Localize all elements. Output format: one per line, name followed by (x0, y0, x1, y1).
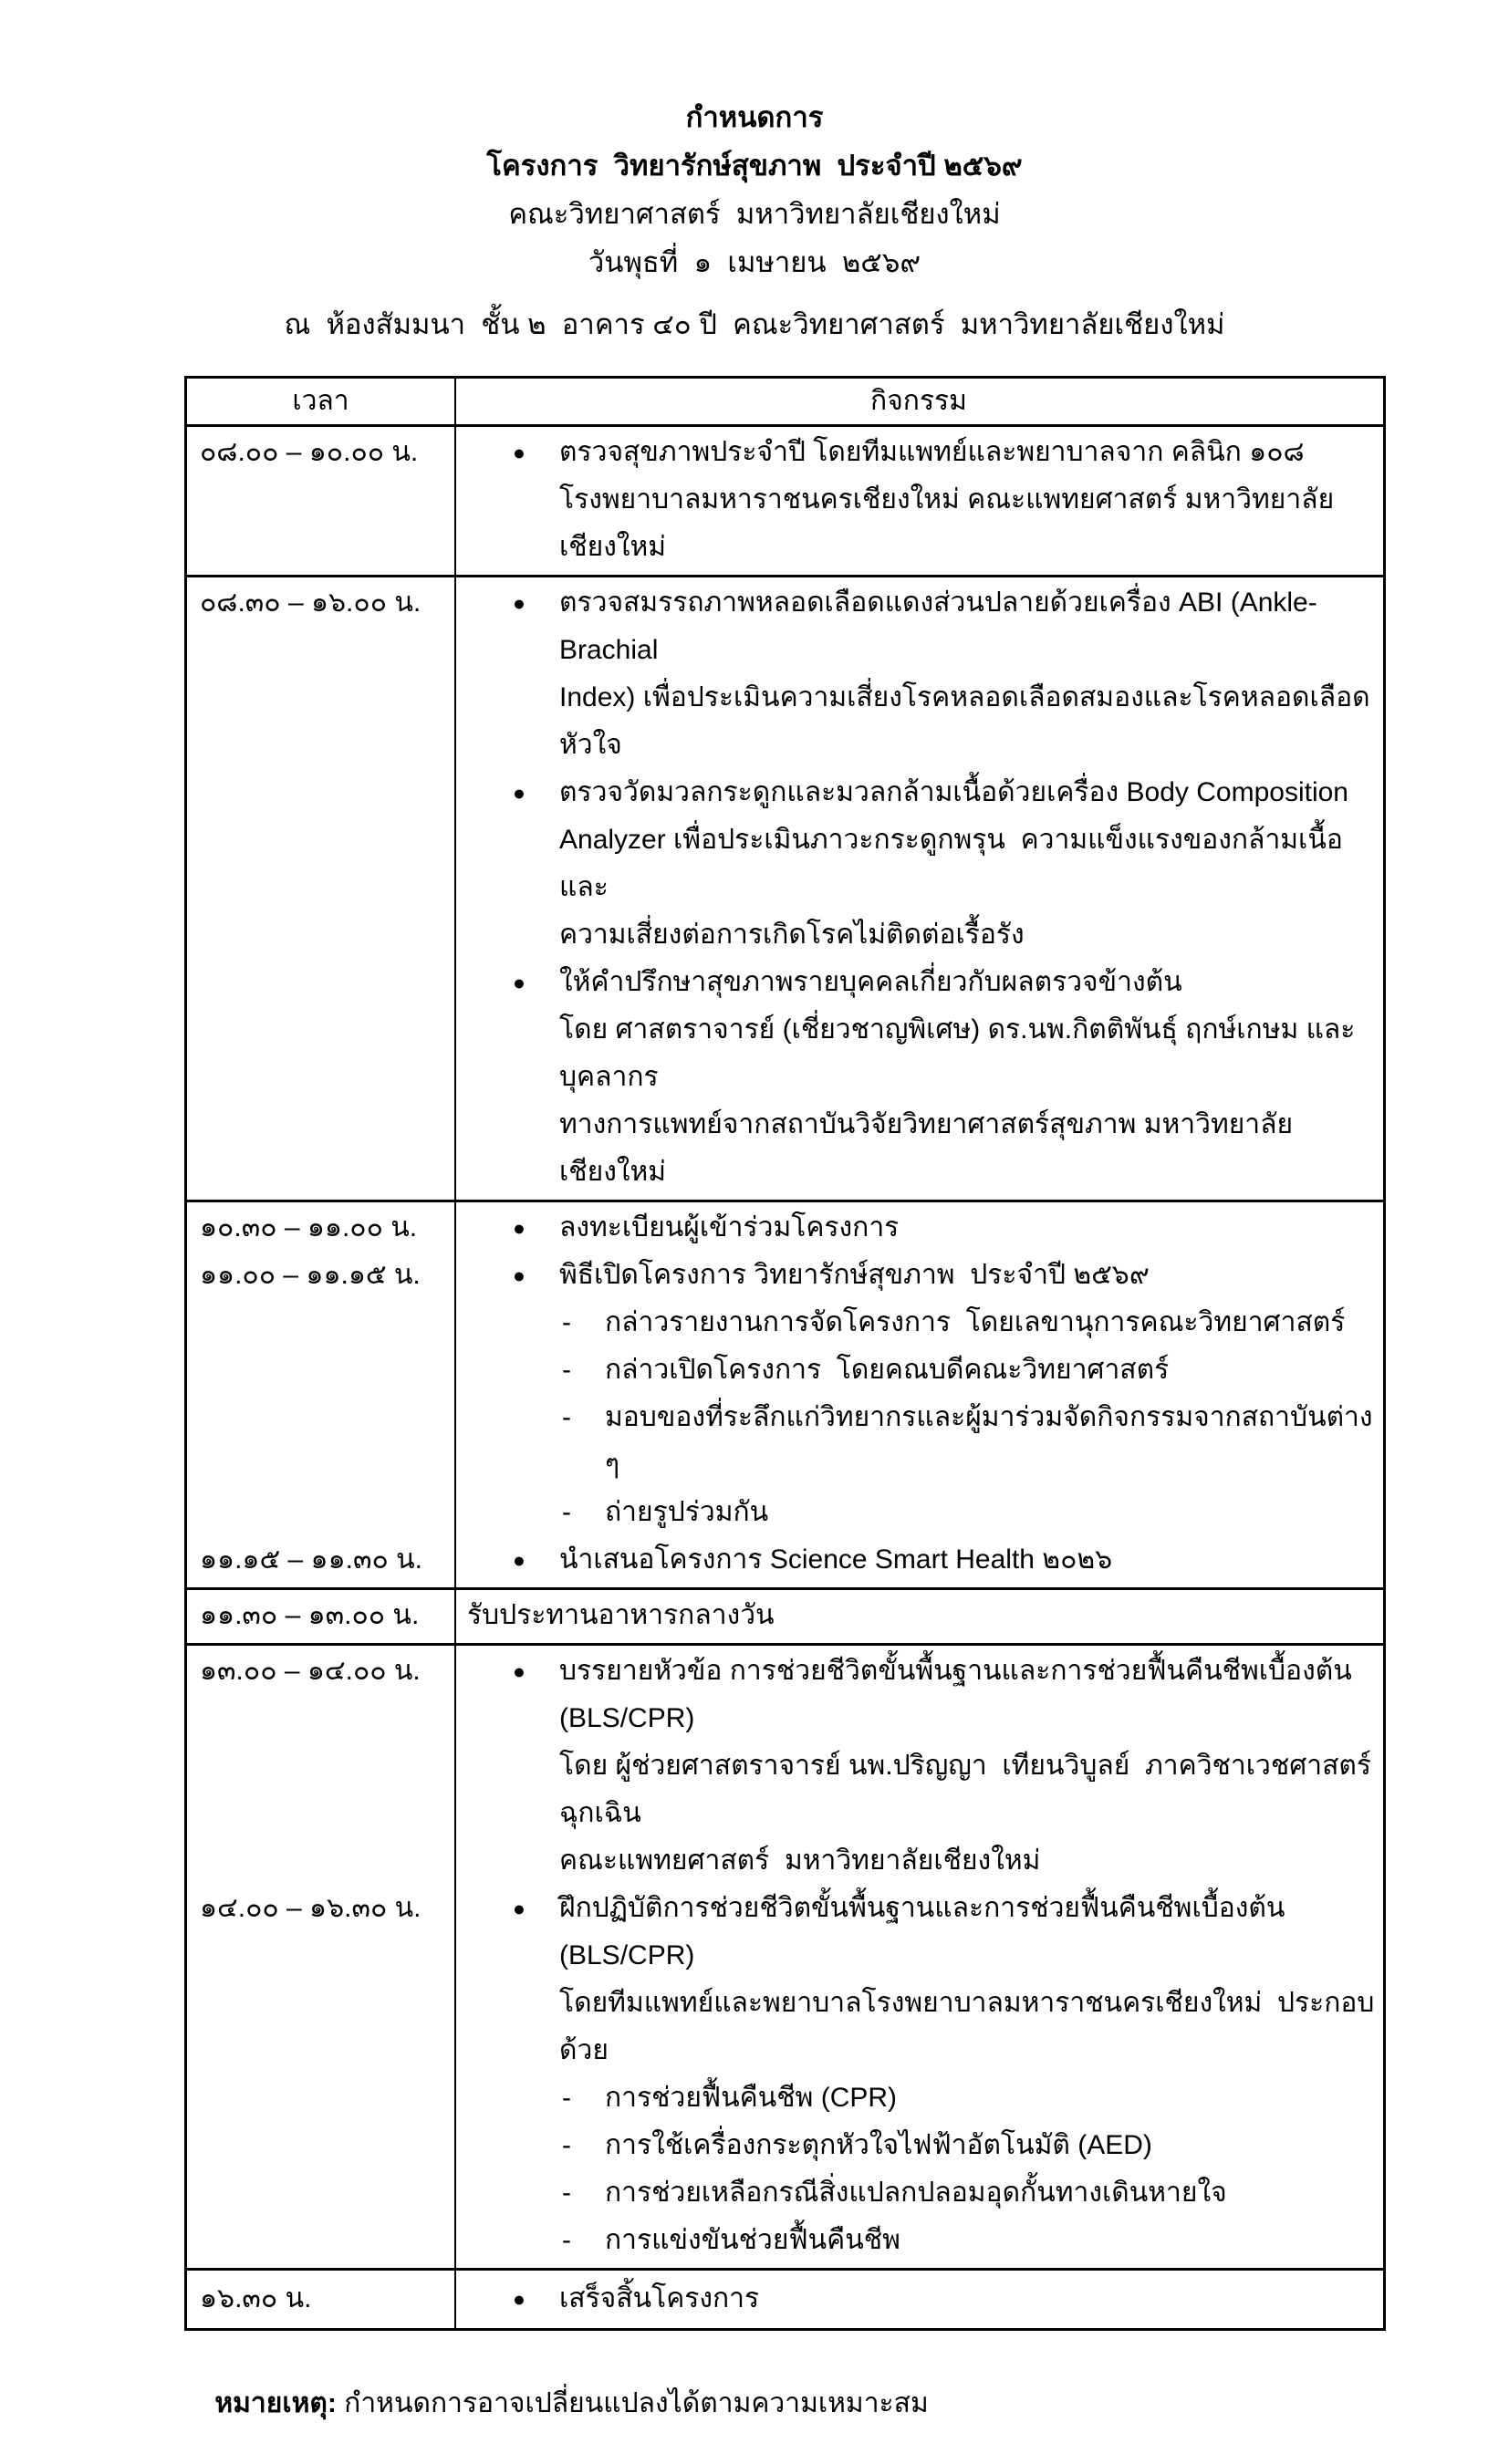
activity-item (454, 2169, 1383, 2217)
activity-line: ทางการแพทย์จากสถาบันวิจัยวิทยาศาสตร์สุขภาพ มหาวิทยาลัยเชียงใหม่ (559, 1109, 1294, 1187)
page-title: กำหนดการ (685, 101, 824, 133)
schedule-segment (187, 1592, 1383, 1639)
time-label: ๑๓.๐๐ – ๑๔.๐๐ น. (200, 1656, 421, 1686)
table-body (187, 427, 1383, 2328)
footnote-text: กำหนดการอาจเปลี่ยนแปลงได้ตามความเหมาะสม (336, 2388, 929, 2418)
venue-line: ณ ห้องสัมมนา ชั้น ๒ อาคาร ๔๐ ปี คณะวิทยาศาสตร์ มหาวิทยาลัยเชียงใหม่ (284, 308, 1225, 340)
activity-line: ตรวจวัดมวลกระดูกและมวลกล้ามเนื้อด้วยเครื่อง Body Composition (559, 777, 1348, 807)
col-header-time: เวลา (292, 386, 349, 416)
activity-line: การช่วยฟื้นคืนชีพ (CPR) (605, 2083, 898, 2113)
schedule-segment (187, 1252, 1383, 1536)
activity-line: (BLS/CPR) (559, 1703, 695, 1733)
activity-item (454, 2275, 1383, 2323)
time-label: ๑๖.๓๐ น. (200, 2283, 312, 2313)
activity-line: ถ่ายรูปร่วมกัน (605, 1497, 769, 1527)
date-line: วันพุธที่ ๑ เมษายน ๒๕๖๙ (588, 246, 921, 278)
bullet-icon: ● (513, 2287, 526, 2311)
time-label: ๑๑.๐๐ – ๑๑.๑๕ น. (200, 1260, 421, 1290)
dash-icon: - (562, 1355, 571, 1385)
activity-cell (454, 1648, 1383, 1885)
schedule-segment (187, 1885, 1383, 2264)
time-label: ๑๔.๐๐ – ๑๖.๓๐ น. (200, 1893, 421, 1923)
dash-icon: - (562, 1307, 571, 1337)
schedule-segment (187, 1204, 1383, 1252)
activity-line: บรรยายหัวข้อ การช่วยชีวิตขั้นพื้นฐานและการช่วยฟื้นคืนชีพเบื้องต้น (559, 1656, 1352, 1686)
activity-item (454, 959, 1383, 1196)
activity-line: ให้คำปรึกษาสุขภาพรายบุคคลเกี่ยวกับผลตรวจข้างต้น (559, 967, 1182, 997)
activity-item (454, 2217, 1383, 2264)
activity-item (454, 1346, 1383, 1394)
col-header-activity: กิจกรรม (870, 386, 967, 416)
dash-icon: - (562, 2130, 571, 2160)
schedule-segment (187, 579, 1383, 1196)
activity-line: การแข่งขันช่วยฟื้นคืนชีพ (605, 2225, 900, 2255)
bullet-icon: ● (513, 1659, 526, 1683)
bullet-icon: ● (513, 1548, 526, 1572)
activity-cell (454, 1252, 1383, 1536)
time-label: ๑๑.๑๕ – ๑๑.๓๐ น. (200, 1544, 422, 1575)
table-row (187, 577, 1383, 1202)
activity-item (454, 1885, 1383, 2074)
table-header-row (187, 379, 1383, 427)
activity-line: คณะแพทยศาสตร์ มหาวิทยาลัยเชียงใหม่ (559, 1845, 1041, 1876)
activity-line: รับประทานอาหารกลางวัน (467, 1600, 775, 1630)
bullet-icon: ● (513, 441, 526, 464)
activity-cell (454, 429, 1383, 571)
activity-item (454, 1592, 1383, 1639)
schedule-segment (187, 1536, 1383, 1584)
activity-line: พิธีเปิดโครงการ วิทยารักษ์สุขภาพ ประจำปี ๒๕๖๙ (559, 1260, 1150, 1290)
activity-line: โดย ผู้ช่วยศาสตราจารย์ นพ.ปริญญา เทียนวิบูลย์ ภาควิชาเวชศาสตร์ฉุกเฉิน (559, 1751, 1372, 1828)
dash-icon: - (562, 2178, 571, 2208)
bullet-icon: ● (513, 1216, 526, 1240)
activity-cell (454, 579, 1383, 1196)
dash-icon: - (562, 2083, 571, 2113)
activity-item (454, 1489, 1383, 1536)
activity-line: นำเสนอโครงการ Science Smart Health ๒๐๒๖ (559, 1544, 1113, 1575)
document-header (0, 0, 1509, 348)
activity-line: ความเสี่ยงต่อการเกิดโรคไม่ติดต่อเรื้อรัง (559, 920, 1025, 950)
time-label: ๐๘.๐๐ – ๑๐.๐๐ น. (200, 437, 419, 467)
dash-icon: - (562, 1497, 571, 1527)
activity-line: โดย ศาสตราจารย์ (เชี่ยวชาญพิเศษ) ดร.นพ.กิตติพันธุ์ ฤกษ์เกษม และบุคลากร (559, 1014, 1356, 1092)
activity-item (454, 2122, 1383, 2169)
time-label: ๑๑.๓๐ – ๑๓.๐๐ น. (200, 1600, 420, 1630)
schedule-segment (187, 2275, 1383, 2323)
activity-cell (454, 1536, 1383, 1584)
activity-item (454, 1299, 1383, 1346)
table-row (187, 2271, 1383, 2328)
footnote-label: หมายเหตุ: (214, 2388, 337, 2418)
activity-line: การช่วยเหลือกรณีสิ่งแปลกปลอมอุดกั้นทางเดินหายใจ (605, 2178, 1227, 2208)
activity-line: Analyzer เพื่อประเมินภาวะกระดูกพรุน ความแข็งแรงของกล้ามเนื้อ และ (559, 825, 1358, 902)
activity-line: การใช้เครื่องกระตุกหัวใจไฟฟ้าอัตโนมัติ (AED) (605, 2130, 1152, 2160)
dash-icon: - (562, 2225, 571, 2255)
table-row (187, 1202, 1383, 1590)
activity-item (454, 1252, 1383, 1299)
activity-cell (454, 2275, 1383, 2323)
project-subtitle: โครงการ วิทยารักษ์สุขภาพ ประจำปี ๒๕๖๙ (486, 150, 1023, 182)
activity-line: Index) เพื่อประเมินความเสี่ยงโรคหลอดเลือดสมองและโรคหลอดเลือดหัวใจ (559, 682, 1370, 760)
activity-line: โดยทีมแพทย์และพยาบาลโรงพยาบาลมหาราชนครเชียงใหม่ ประกอบด้วย (559, 1988, 1375, 2065)
schedule-segment (187, 429, 1383, 571)
activity-item (454, 1204, 1383, 1252)
time-label: ๑๐.๓๐ – ๑๑.๐๐ น. (200, 1212, 418, 1242)
activity-line: กล่าวรายงานการจัดโครงการ โดยเลขานุการคณะวิทยาศาสตร์ (605, 1307, 1346, 1337)
activity-item (454, 1394, 1383, 1489)
schedule-segment (187, 1648, 1383, 1885)
activity-item (454, 2074, 1383, 2122)
activity-item (454, 769, 1383, 959)
bullet-icon: ● (513, 971, 526, 994)
activity-line: โรงพยาบาลมหาราชนครเชียงใหม่ คณะแพทยศาสตร์ มหาวิทยาลัยเชียงใหม่ (559, 484, 1335, 562)
activity-line: ลงทะเบียนผู้เข้าร่วมโครงการ (559, 1212, 900, 1242)
activity-line: กล่าวเปิดโครงการ โดยคณบดีคณะวิทยาศาสตร์ (605, 1355, 1170, 1385)
activity-line: ตรวจสมรรถภาพหลอดเลือดแดงส่วนปลายด้วยเครื่อง ABI (Ankle-Brachial (559, 587, 1317, 665)
activity-line: ตรวจสุขภาพประจำปี โดยทีมแพทย์และพยาบาลจาก คลินิก ๑๐๘ (559, 437, 1305, 467)
activity-line: มอบของที่ระลึกแก่วิทยากรและผู้มาร่วมจัดกิจกรรมจากสถาบันต่าง ๆ (605, 1402, 1380, 1480)
activity-item (454, 429, 1383, 571)
activity-line: ฝึกปฏิบัติการช่วยชีวิตขั้นพื้นฐานและการช่วยฟื้นคืนชีพเบื้องต้น (BLS/CPR) (559, 1893, 1293, 1970)
activity-line: เสร็จสิ้นโครงการ (559, 2283, 760, 2313)
faculty-line: คณะวิทยาศาสตร์ มหาวิทยาลัยเชียงใหม่ (508, 198, 1001, 230)
activity-item (454, 1536, 1383, 1584)
table-row (187, 1646, 1383, 2271)
table-row (187, 1590, 1383, 1646)
time-label: ๐๘.๓๐ – ๑๖.๐๐ น. (200, 587, 421, 618)
activity-cell (454, 1885, 1383, 2264)
activity-cell (454, 1204, 1383, 1252)
schedule-table (184, 376, 1386, 2331)
footnote (184, 2344, 1509, 2464)
bullet-icon: ● (513, 1897, 526, 1920)
activity-item (454, 579, 1383, 769)
bullet-icon: ● (513, 591, 526, 615)
bullet-icon: ● (513, 781, 526, 805)
table-row (187, 427, 1383, 577)
dash-icon: - (562, 1402, 571, 1432)
activity-cell (454, 1592, 1383, 1639)
activity-item (454, 1648, 1383, 1885)
bullet-icon: ● (513, 1263, 526, 1287)
